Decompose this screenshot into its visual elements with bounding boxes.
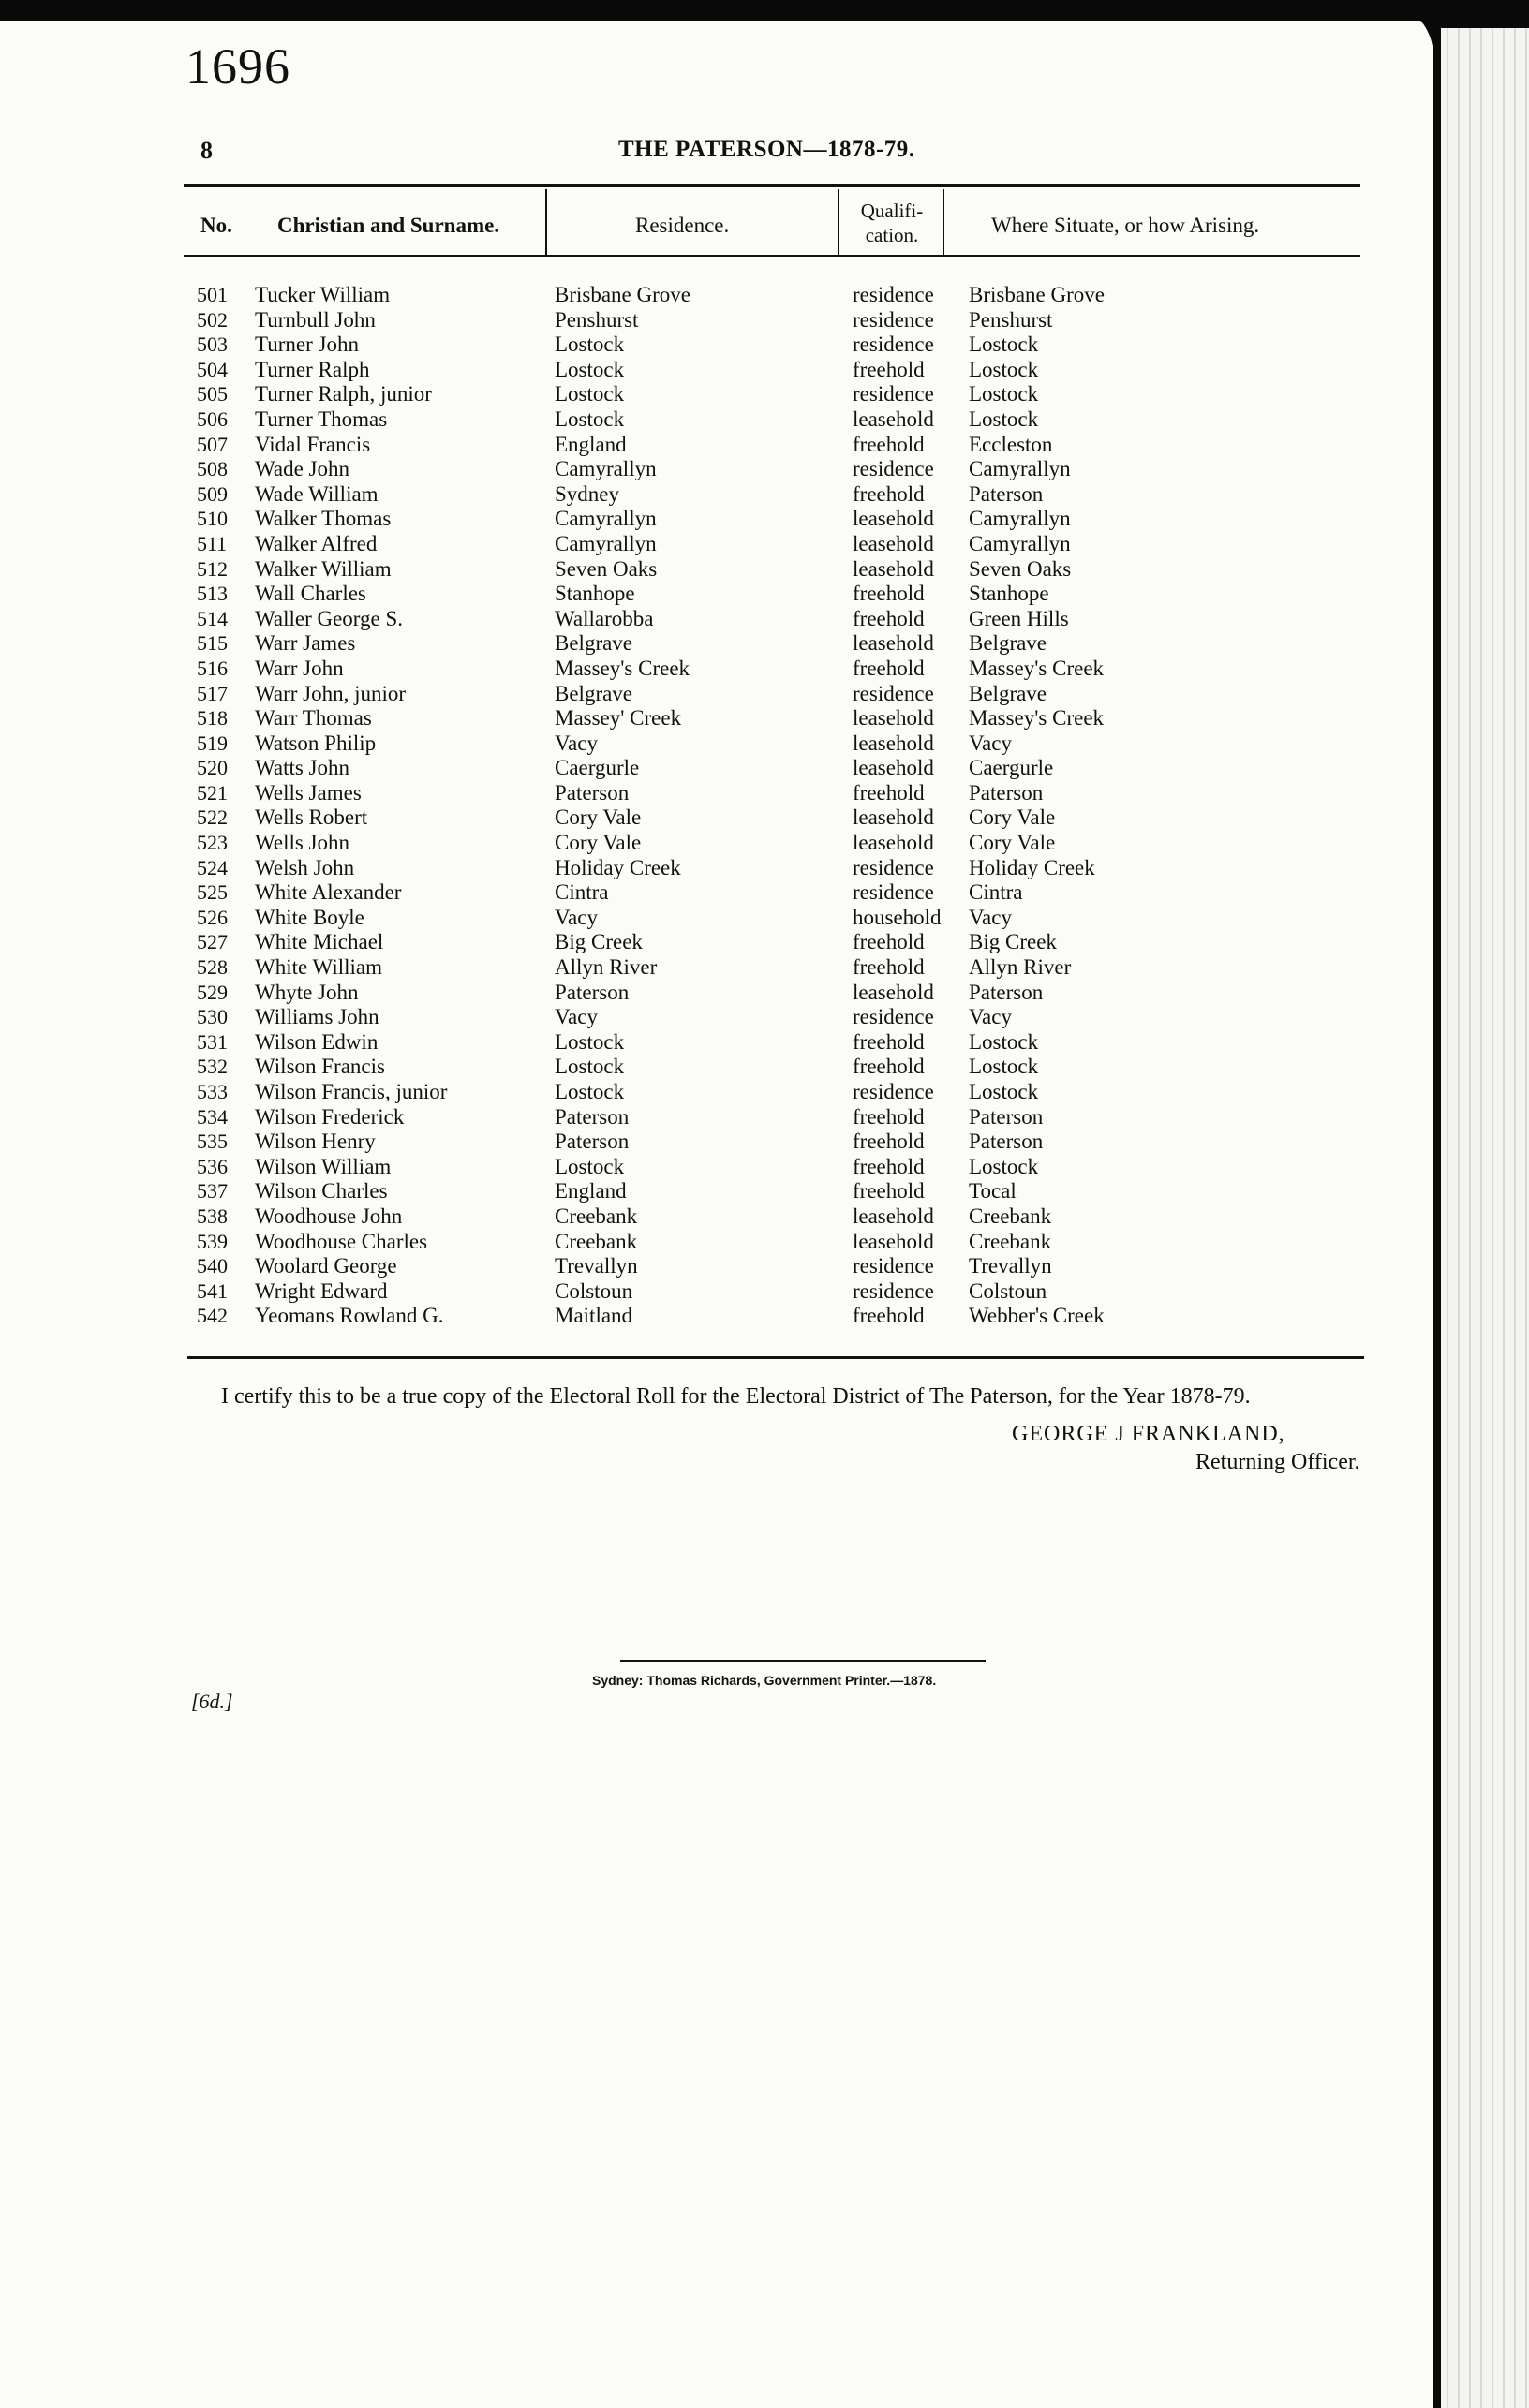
cell-name: Wilson Henry <box>255 1130 376 1154</box>
cell-where-situate: Holiday Creek <box>969 855 1095 879</box>
cell-where-situate: Camyrallyn <box>969 457 1071 481</box>
cell-residence: Sydney <box>555 481 619 506</box>
cell-where-situate: Cory Vale <box>969 805 1056 830</box>
cell-name: Vidal Francis <box>255 432 371 456</box>
cell-number: 515 <box>197 631 228 656</box>
cell-qualification: leasehold <box>853 831 934 855</box>
cell-qualification: residence <box>853 681 934 705</box>
adjacent-page-edge <box>1441 28 1529 2408</box>
cell-number: 532 <box>197 1055 228 1079</box>
table-row <box>0 731 1405 757</box>
cell-residence: Camyrallyn <box>555 531 657 555</box>
cell-where-situate: Lostock <box>969 1080 1039 1103</box>
cell-residence: Lostock <box>555 332 625 357</box>
cell-residence: Holiday Creek <box>555 855 681 879</box>
cell-residence: Lostock <box>555 1154 625 1178</box>
printer-rule <box>620 1660 986 1662</box>
cell-residence: Belgrave <box>555 631 633 656</box>
cell-qualification: residence <box>853 855 934 879</box>
cell-qualification: freehold <box>853 1055 925 1079</box>
cell-number: 524 <box>197 855 228 879</box>
cell-number: 533 <box>197 1080 228 1103</box>
cell-number: 505 <box>197 382 228 406</box>
cell-where-situate: Paterson <box>969 780 1044 805</box>
cell-number: 507 <box>197 432 228 456</box>
cell-residence: Lostock <box>555 1055 625 1079</box>
cell-name: Wilson Francis <box>255 1055 385 1079</box>
table-row <box>0 582 1405 607</box>
cell-where-situate: Camyrallyn <box>969 531 1071 555</box>
cell-number: 504 <box>197 357 228 381</box>
cell-name: Watson Philip <box>255 731 377 755</box>
table-row <box>0 930 1405 955</box>
cell-where-situate: Belgrave <box>969 681 1047 705</box>
cell-residence: Camyrallyn <box>555 507 657 531</box>
table-row <box>0 482 1405 508</box>
table-top-rule <box>184 184 1360 187</box>
cell-qualification: freehold <box>853 582 925 606</box>
table-row <box>0 906 1405 931</box>
cell-where-situate: Paterson <box>969 481 1044 506</box>
header-divider-3 <box>943 189 944 255</box>
cell-qualification: freehold <box>853 1104 925 1129</box>
cell-qualification: residence <box>853 1005 934 1029</box>
cell-where-situate: Camyrallyn <box>969 507 1071 531</box>
cell-qualification: residence <box>853 457 934 481</box>
cell-number: 529 <box>197 980 228 1004</box>
cell-name: Welsh John <box>255 855 355 879</box>
cell-where-situate: Lostock <box>969 332 1039 357</box>
cell-name: Wells James <box>255 780 362 805</box>
cell-qualification: leasehold <box>853 805 934 830</box>
cell-residence: Massey' Creek <box>555 706 682 731</box>
cell-qualification: leasehold <box>853 1229 934 1253</box>
cell-qualification: freehold <box>853 1304 925 1328</box>
cell-number: 528 <box>197 955 228 980</box>
cell-name: Waller George S. <box>255 606 404 630</box>
cell-name: Warr John, junior <box>255 681 407 705</box>
header-bottom-rule <box>184 255 1360 257</box>
cell-where-situate: Seven Oaks <box>969 556 1072 581</box>
cell-number: 508 <box>197 457 228 481</box>
cell-qualification: leasehold <box>853 406 934 431</box>
table-row <box>0 308 1405 333</box>
folio-number: 1696 <box>186 38 290 95</box>
cell-qualification: freehold <box>853 1179 925 1204</box>
cell-number: 519 <box>197 731 228 755</box>
cell-name: Wells Robert <box>255 805 368 830</box>
cell-qualification: leasehold <box>853 706 934 731</box>
cell-where-situate: Lostock <box>969 1055 1039 1079</box>
cell-name: Wilson Francis, junior <box>255 1080 448 1103</box>
cell-residence: Camyrallyn <box>555 457 657 481</box>
table-row <box>0 283 1405 308</box>
table-row <box>0 981 1405 1006</box>
table-row <box>0 407 1405 433</box>
cell-qualification: leasehold <box>853 1204 934 1228</box>
cell-qualification: leasehold <box>853 631 934 656</box>
table-row <box>0 657 1405 682</box>
cell-residence: Cintra <box>555 880 609 905</box>
cell-name: Wells John <box>255 831 350 855</box>
cell-number: 518 <box>197 706 228 731</box>
cell-residence: Colstoun <box>555 1278 633 1303</box>
cell-qualification: freehold <box>853 606 925 630</box>
cell-residence: Maitland <box>555 1304 633 1328</box>
cell-name: Wilson Edwin <box>255 1029 379 1054</box>
cell-residence: Stanhope <box>555 582 635 606</box>
cell-number: 523 <box>197 831 228 855</box>
cell-residence: Cory Vale <box>555 805 642 830</box>
table-row <box>0 1105 1405 1130</box>
cell-qualification: freehold <box>853 955 925 980</box>
cell-name: Turner Ralph <box>255 357 370 381</box>
cell-name: White Boyle <box>255 905 364 929</box>
certification-text: I certify this to be a true copy of the Electoral Roll for the Electoral District of The Paterson, for the Year 1878-79. <box>221 1384 1251 1409</box>
cell-where-situate: Vacy <box>969 731 1012 755</box>
cell-number: 512 <box>197 556 228 581</box>
cell-name: Warr John <box>255 656 344 680</box>
cell-residence: Allyn River <box>555 955 658 980</box>
cell-name: Yeomans Rowland G. <box>255 1304 444 1328</box>
cell-qualification: residence <box>853 880 934 905</box>
cell-qualification: leasehold <box>853 507 934 531</box>
cell-name: Walker Alfred <box>255 531 378 555</box>
cell-name: Walker William <box>255 556 392 581</box>
cell-qualification: freehold <box>853 432 925 456</box>
cell-residence: Brisbane Grove <box>555 283 690 306</box>
cell-number: 540 <box>197 1254 228 1278</box>
cell-name: Turnbull John <box>255 307 376 332</box>
cell-where-situate: Belgrave <box>969 631 1047 656</box>
cell-where-situate: Cory Vale <box>969 831 1056 855</box>
header-no: No. <box>200 214 232 237</box>
cell-qualification: household <box>853 905 942 929</box>
cell-name: Wilson Frederick <box>255 1104 405 1129</box>
cell-name: Williams John <box>255 1005 379 1029</box>
cell-number: 509 <box>197 481 228 506</box>
cell-residence: England <box>555 432 627 456</box>
cell-qualification: residence <box>853 382 934 406</box>
signer-title: Returning Officer. <box>1195 1450 1360 1474</box>
cell-where-situate: Lostock <box>969 406 1039 431</box>
cell-number: 520 <box>197 756 228 780</box>
cell-where-situate: Creebank <box>969 1229 1052 1253</box>
cell-residence: Vacy <box>555 905 598 929</box>
table-row <box>0 433 1405 458</box>
cell-residence: Lostock <box>555 357 625 381</box>
cell-residence: Belgrave <box>555 681 633 705</box>
table-row <box>0 1279 1405 1305</box>
table-row <box>0 1204 1405 1230</box>
cell-name: Wilson William <box>255 1154 392 1178</box>
table-row <box>0 1030 1405 1056</box>
cell-qualification: freehold <box>853 780 925 805</box>
cell-number: 531 <box>197 1029 228 1054</box>
cell-qualification: freehold <box>853 930 925 954</box>
cell-where-situate: Creebank <box>969 1204 1052 1228</box>
table-row <box>0 756 1405 781</box>
cell-where-situate: Paterson <box>969 980 1044 1004</box>
printer-imprint: Sydney: Thomas Richards, Government Printer.—1878. <box>592 1673 937 1688</box>
cell-where-situate: Allyn River <box>969 955 1072 980</box>
cell-residence: Wallarobba <box>555 606 654 630</box>
cell-name: White William <box>255 955 382 980</box>
cell-where-situate: Lostock <box>969 357 1039 381</box>
cell-number: 530 <box>197 1005 228 1029</box>
cell-qualification: leasehold <box>853 531 934 555</box>
table-row <box>0 532 1405 557</box>
header-qualification-line2: cation. <box>865 224 919 246</box>
cell-number: 522 <box>197 805 228 830</box>
cell-residence: England <box>555 1179 627 1204</box>
table-row <box>0 1130 1405 1155</box>
table-row <box>0 557 1405 583</box>
cell-name: Warr James <box>255 631 356 656</box>
cell-number: 538 <box>197 1204 228 1228</box>
cell-number: 514 <box>197 606 228 630</box>
cell-qualification: leasehold <box>853 731 934 755</box>
cell-where-situate: Cintra <box>969 880 1023 905</box>
table-row <box>0 1254 1405 1279</box>
cell-where-situate: Paterson <box>969 1130 1044 1154</box>
cell-where-situate: Vacy <box>969 905 1012 929</box>
header-divider-2 <box>838 189 839 255</box>
cell-residence: Creebank <box>555 1204 638 1228</box>
cell-residence: Paterson <box>555 980 630 1004</box>
cell-qualification: freehold <box>853 1130 925 1154</box>
cell-number: 536 <box>197 1154 228 1178</box>
header-name: Christian and Surname. <box>277 214 500 237</box>
cell-number: 527 <box>197 930 228 954</box>
cell-where-situate: Tocal <box>969 1179 1017 1204</box>
cell-residence: Lostock <box>555 1029 625 1054</box>
cell-name: Woolard George <box>255 1254 397 1278</box>
cell-name: Watts John <box>255 756 350 780</box>
running-title: THE PATERSON—1878-79. <box>618 137 915 162</box>
table-row <box>0 1005 1405 1030</box>
cell-number: 539 <box>197 1229 228 1253</box>
table-row <box>0 955 1405 981</box>
cell-name: White Alexander <box>255 880 402 905</box>
cell-where-situate: Massey's Creek <box>969 656 1105 680</box>
cell-name: Turner Ralph, junior <box>255 382 432 406</box>
header-where: Where Situate, or how Arising. <box>991 214 1260 237</box>
cell-where-situate: Caergurle <box>969 756 1054 780</box>
table-row <box>0 1055 1405 1080</box>
table-row <box>0 1230 1405 1255</box>
cell-name: Walker Thomas <box>255 507 392 531</box>
cell-where-situate: Colstoun <box>969 1278 1047 1303</box>
table-bottom-rule <box>187 1356 1364 1359</box>
cell-number: 506 <box>197 406 228 431</box>
table-row <box>0 1179 1405 1204</box>
cell-qualification: residence <box>853 1278 934 1303</box>
cell-where-situate: Trevallyn <box>969 1254 1052 1278</box>
cell-qualification: freehold <box>853 656 925 680</box>
cell-qualification: residence <box>853 332 934 357</box>
cell-qualification: leasehold <box>853 556 934 581</box>
cell-residence: Penshurst <box>555 307 639 332</box>
cell-number: 513 <box>197 582 228 606</box>
cell-name: Woodhouse Charles <box>255 1229 428 1253</box>
cell-where-situate: Stanhope <box>969 582 1049 606</box>
cell-residence: Big Creek <box>555 930 643 954</box>
cell-number: 503 <box>197 332 228 357</box>
cell-residence: Trevallyn <box>555 1254 638 1278</box>
table-row <box>0 831 1405 856</box>
cell-where-situate: Brisbane Grove <box>969 283 1105 306</box>
table-row <box>0 880 1405 906</box>
cell-where-situate: Lostock <box>969 382 1039 406</box>
cell-number: 517 <box>197 681 228 705</box>
table-row <box>0 1080 1405 1105</box>
cell-name: Wade John <box>255 457 349 481</box>
cell-number: 521 <box>197 780 228 805</box>
cell-residence: Paterson <box>555 1104 630 1129</box>
cell-qualification: freehold <box>853 1029 925 1054</box>
header-residence: Residence. <box>635 214 730 237</box>
cell-name: Wall Charles <box>255 582 366 606</box>
cell-residence: Lostock <box>555 1080 625 1103</box>
cell-where-situate: Paterson <box>969 1104 1044 1129</box>
price-mark: [6d.] <box>191 1690 233 1713</box>
page-number: 8 <box>200 137 213 164</box>
cell-qualification: leasehold <box>853 756 934 780</box>
cell-where-situate: Green Hills <box>969 606 1069 630</box>
cell-number: 511 <box>197 531 228 555</box>
cell-residence: Creebank <box>555 1229 638 1253</box>
cell-number: 535 <box>197 1130 228 1154</box>
cell-number: 516 <box>197 656 228 680</box>
table-row <box>0 607 1405 632</box>
cell-where-situate: Big Creek <box>969 930 1057 954</box>
cell-name: Wade William <box>255 481 379 506</box>
cell-qualification: residence <box>853 307 934 332</box>
header-qualification <box>847 199 937 247</box>
cell-where-situate: Lostock <box>969 1029 1039 1054</box>
cell-where-situate: Massey's Creek <box>969 706 1105 731</box>
table-row <box>0 706 1405 731</box>
cell-name: Turner John <box>255 332 359 357</box>
table-row <box>0 631 1405 657</box>
cell-number: 510 <box>197 507 228 531</box>
cell-residence: Paterson <box>555 1130 630 1154</box>
table-row <box>0 332 1405 358</box>
cell-number: 537 <box>197 1179 228 1204</box>
cell-number: 502 <box>197 307 228 332</box>
cell-residence: Lostock <box>555 382 625 406</box>
signer-name: GEORGE J FRANKLAND, <box>1012 1422 1285 1446</box>
cell-number: 542 <box>197 1304 228 1328</box>
table-row <box>0 382 1405 407</box>
cell-residence: Caergurle <box>555 756 640 780</box>
cell-where-situate: Webber's Creek <box>969 1304 1105 1328</box>
cell-number: 526 <box>197 905 228 929</box>
cell-name: Turner Thomas <box>255 406 388 431</box>
cell-residence: Vacy <box>555 731 598 755</box>
header-divider-1 <box>545 189 547 255</box>
cell-name: Woodhouse John <box>255 1204 403 1228</box>
cell-name: White Michael <box>255 930 384 954</box>
cell-qualification: leasehold <box>853 980 934 1004</box>
cell-name: Tucker William <box>255 283 391 306</box>
cell-where-situate: Penshurst <box>969 307 1053 332</box>
cell-number: 541 <box>197 1278 228 1303</box>
cell-residence: Lostock <box>555 406 625 431</box>
table-row <box>0 805 1405 831</box>
table-row <box>0 1155 1405 1180</box>
table-row <box>0 682 1405 707</box>
cell-qualification: freehold <box>853 1154 925 1178</box>
cell-where-situate: Eccleston <box>969 432 1053 456</box>
cell-qualification: freehold <box>853 481 925 506</box>
table-row <box>0 507 1405 532</box>
cell-name: Wright Edward <box>255 1278 388 1303</box>
cell-name: Whyte John <box>255 980 359 1004</box>
cell-qualification: residence <box>853 283 934 306</box>
cell-number: 501 <box>197 283 228 306</box>
cell-qualification: residence <box>853 1254 934 1278</box>
cell-residence: Paterson <box>555 780 630 805</box>
cell-residence: Massey's Creek <box>555 656 690 680</box>
cell-where-situate: Lostock <box>969 1154 1039 1178</box>
table-row <box>0 781 1405 806</box>
table-row <box>0 358 1405 383</box>
cell-qualification: freehold <box>853 357 925 381</box>
cell-number: 525 <box>197 880 228 905</box>
header-qualification-line1: Qualifi- <box>860 199 924 222</box>
cell-residence: Seven Oaks <box>555 556 658 581</box>
cell-name: Warr Thomas <box>255 706 372 731</box>
table-row <box>0 856 1405 881</box>
cell-name: Wilson Charles <box>255 1179 388 1204</box>
table-row <box>0 1304 1405 1329</box>
cell-number: 534 <box>197 1104 228 1129</box>
cell-qualification: residence <box>853 1080 934 1103</box>
cell-residence: Cory Vale <box>555 831 642 855</box>
table-row <box>0 457 1405 482</box>
roll-table-body <box>0 283 1405 1329</box>
cell-where-situate: Vacy <box>969 1005 1012 1029</box>
cell-residence: Vacy <box>555 1005 598 1029</box>
